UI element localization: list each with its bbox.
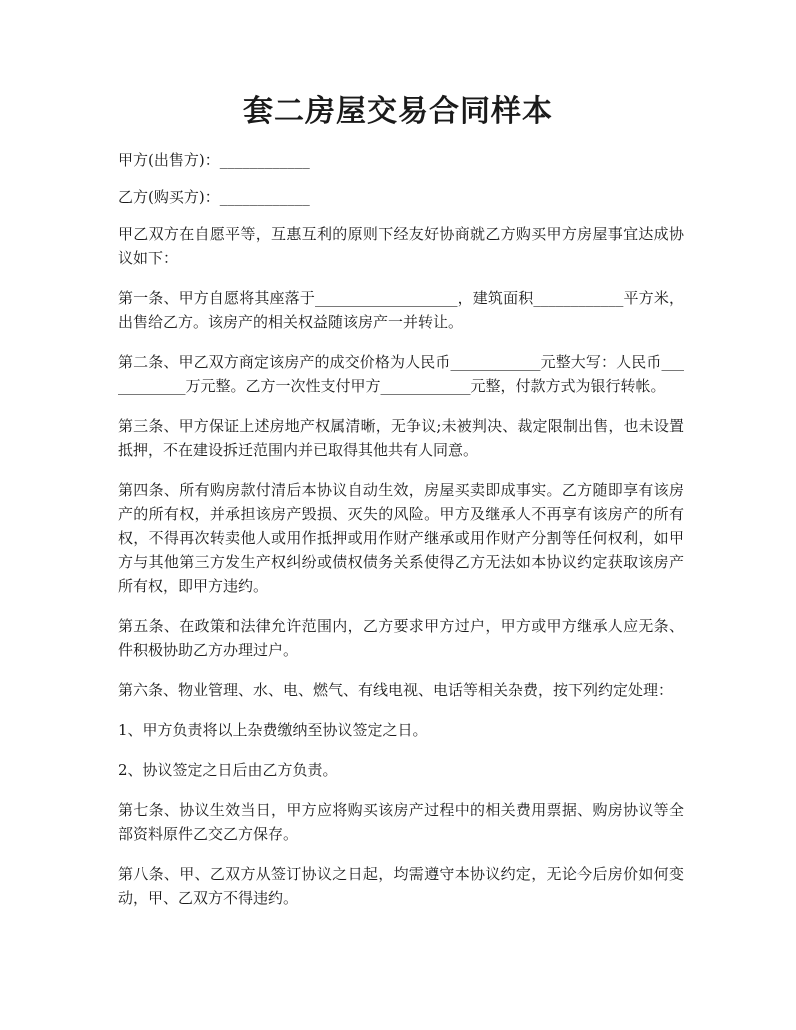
document-body bbox=[118, 148, 684, 926]
party-a-line: 甲方(出售方)：____________ bbox=[118, 151, 310, 169]
article-3-paragraph: 第三条、甲方保证上述房地产权属清晰，无争议;未被判决、裁定限制出售，也未设置抵押，不在建设拆迁范围内并已取得其他共有人同意。 bbox=[118, 417, 684, 459]
article-6-item-1: 1、甲方负责将以上杂费缴纳至协议签定之日。 bbox=[118, 721, 428, 739]
article-6-paragraph: 第六条、物业管理、水、电、燃气、有线电视、电话等相关杂费，按下列约定处理： bbox=[118, 681, 674, 699]
article-5-paragraph: 第五条、在政策和法律允许范围内，乙方要求甲方过户，甲方或甲方继承人应无条、件积极协助乙方办理过户。 bbox=[118, 617, 684, 659]
article-8-paragraph: 第八条、甲、乙双方从签订协议之日起，均需遵守本协议约定，无论今后房价如何变动，甲、乙双方不得违约。 bbox=[118, 865, 684, 907]
intro-paragraph: 甲乙双方在自愿平等，互惠互利的原则下经友好协商就乙方购买甲方房屋事宜达成协议如下： bbox=[118, 225, 684, 267]
article-1-paragraph: 第一条、甲方自愿将其座落于___________________，建筑面积____________平方米，出售给乙方。该房产的相关权益随该房产一并转让。 bbox=[118, 289, 684, 331]
article-6-item-2: 2、协议签定之日后由乙方负责。 bbox=[118, 761, 338, 779]
article-4-paragraph: 第四条、所有购房款付清后本协议自动生效，房屋买卖即成事实。乙方随即享有该房产的所有权，并承担该房产毁损、灭失的风险。甲方及继承人不再享有该房产的所有权，不得再次转卖他人或用作抵押或用作财产继承或用作财产分割等任何权利，如甲方与其他第三方发生产权纠纷或债权债务关系使得乙方无法如本协议约定获取该房产所有权，即甲方违约。 bbox=[118, 481, 684, 595]
party-b-line: 乙方(购买方)：____________ bbox=[118, 188, 310, 206]
article-2-paragraph: 第二条、甲乙双方商定该房产的成交价格为人民币____________元整大写：人民币____________万元整。乙方一次性支付甲方____________元整，付款方式为银行转帐。 bbox=[118, 353, 684, 395]
document-title: 套二房屋交易合同样本 bbox=[243, 94, 553, 129]
article-7-paragraph: 第七条、协议生效当日，甲方应将购买该房产过程中的相关费用票据、购房协议等全部资料原件乙交乙方保存。 bbox=[118, 801, 684, 843]
